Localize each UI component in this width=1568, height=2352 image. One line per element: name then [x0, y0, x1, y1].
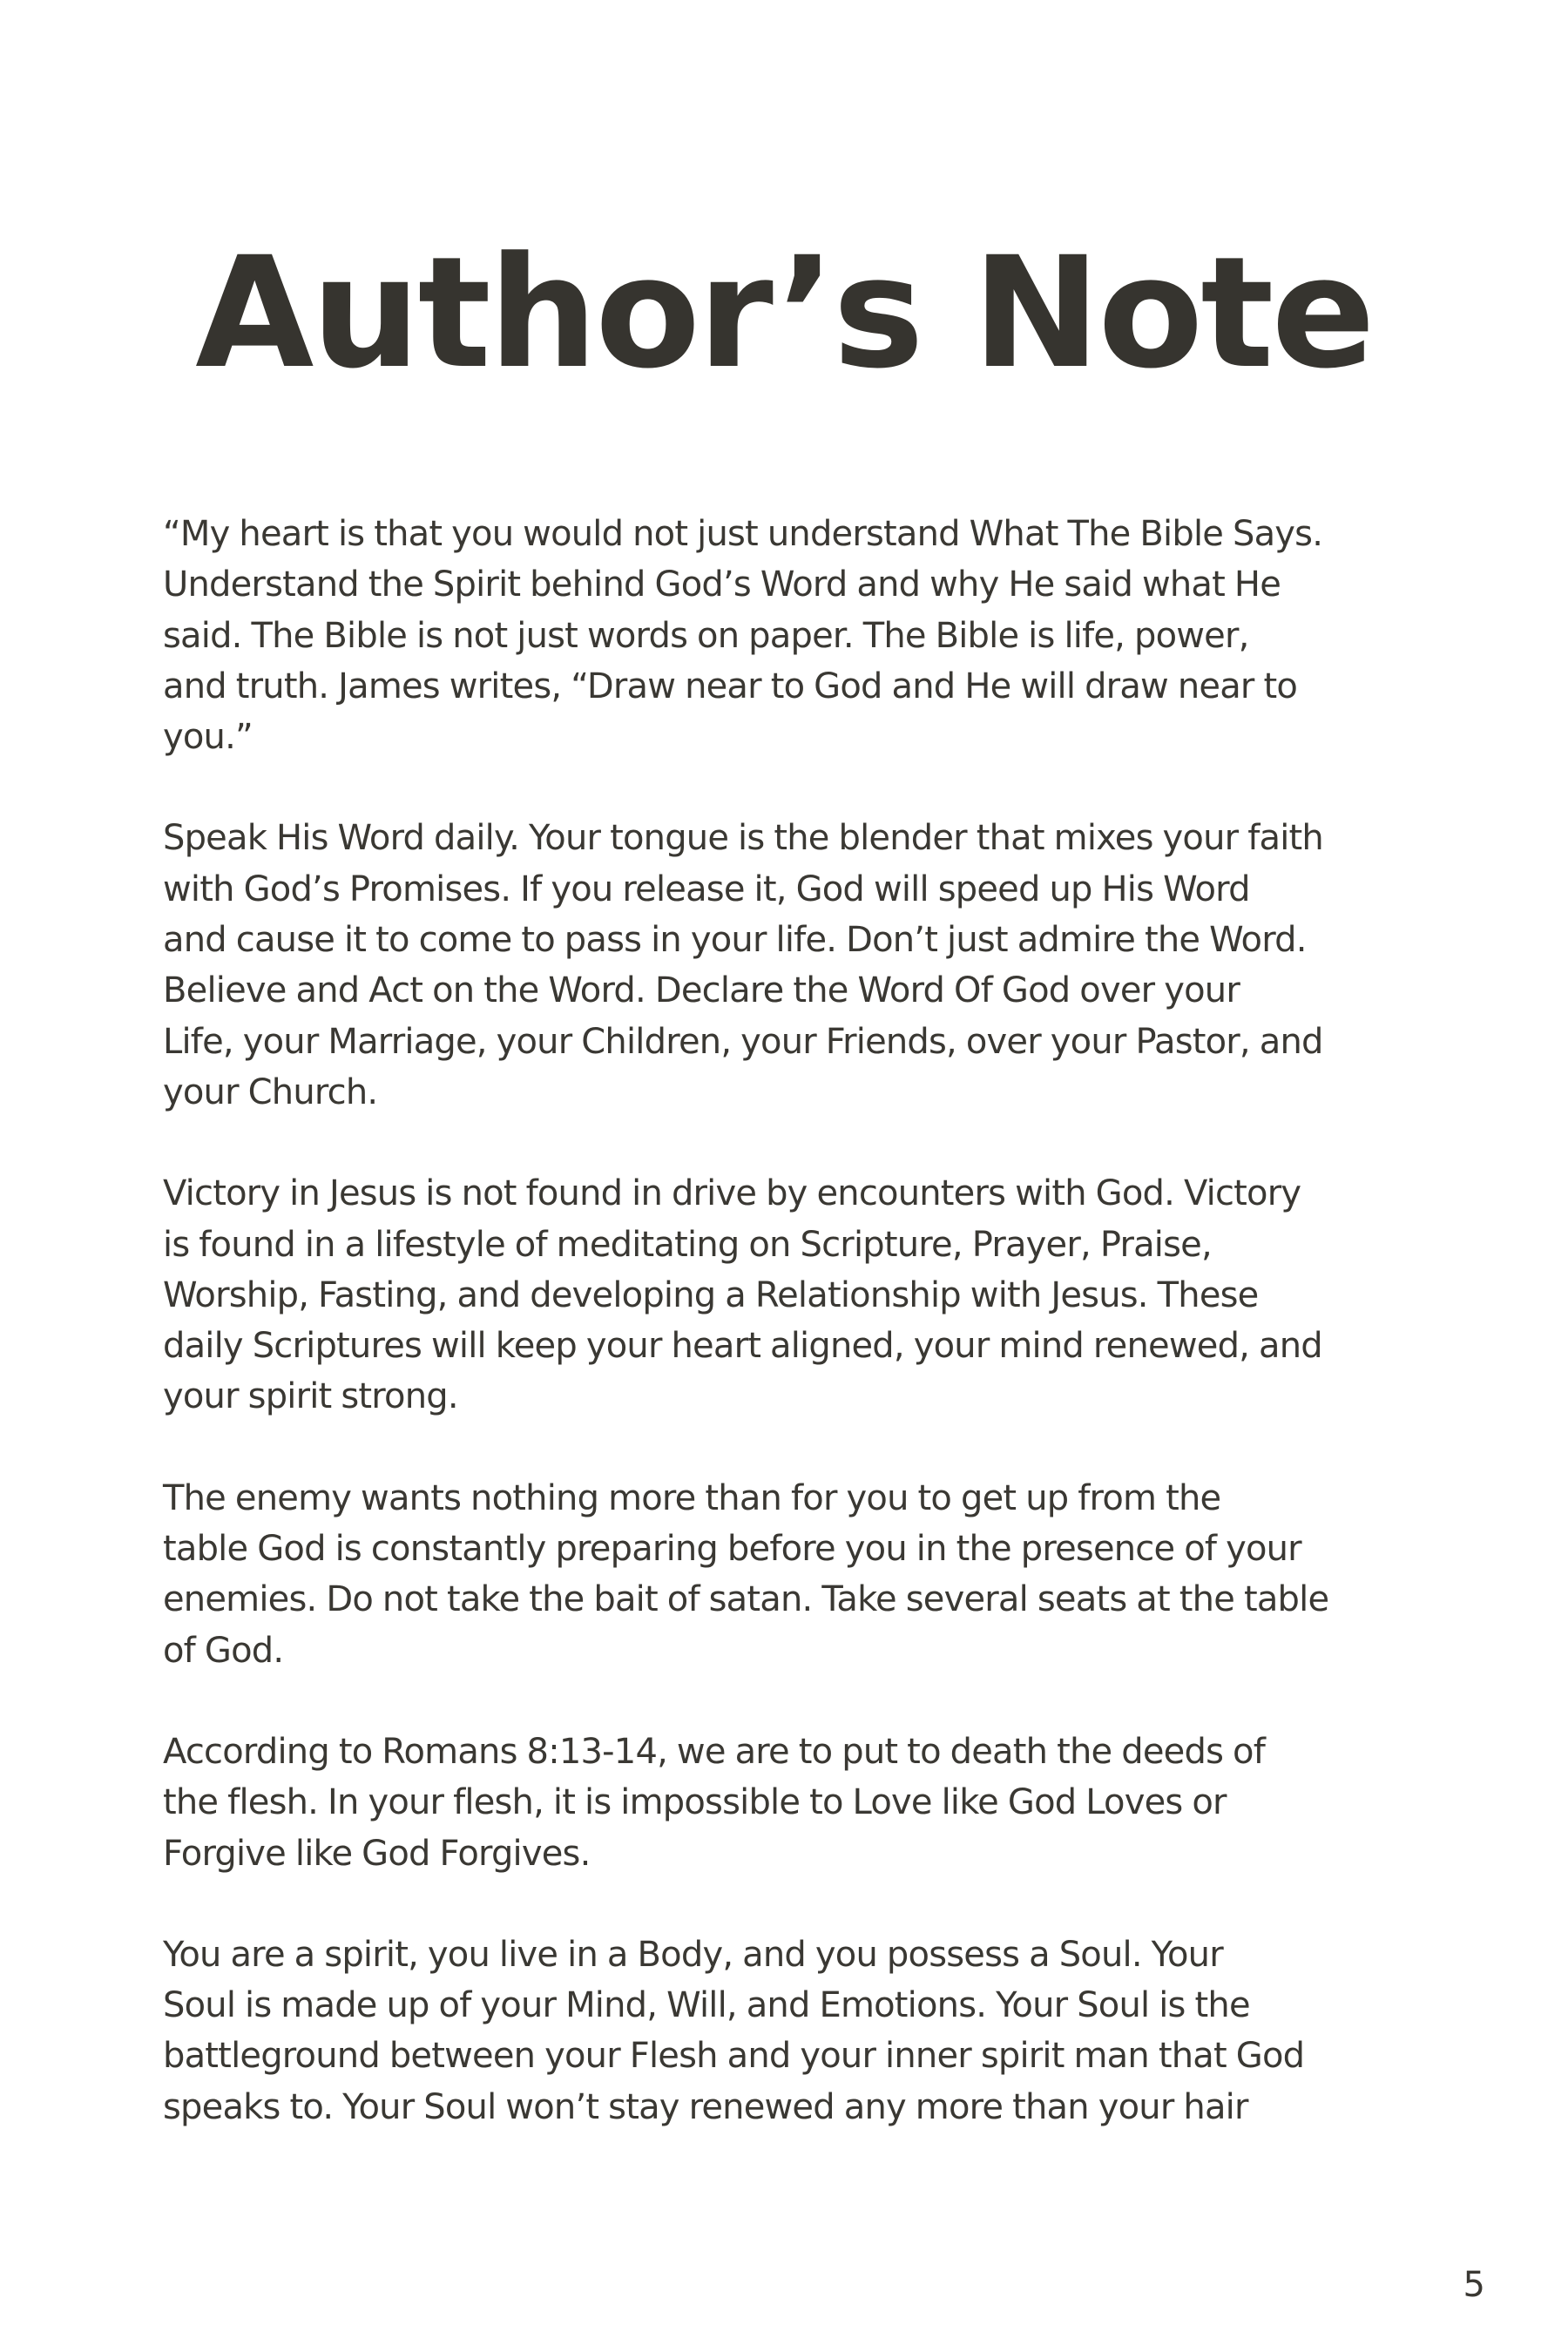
- page-title: Author’s Note: [195, 224, 1373, 402]
- page-number: 5: [1463, 2265, 1485, 2305]
- text-line: You are a spirit, you live in a Body, and you possess a Soul. Your: [163, 1934, 1223, 1975]
- text-line: said. The Bible is not just words on paper. The Bible is life, power,: [163, 615, 1249, 656]
- text-line: Worship, Fasting, and developing a Relationship with Jesus. These: [163, 1274, 1259, 1315]
- text-line: battleground between your Flesh and your inner spirit man that God: [163, 2036, 1305, 2077]
- text-line: Life, your Marriage, your Children, your Friends, over your Pastor, and: [163, 1021, 1323, 1062]
- paragraph-6: [163, 1930, 1435, 2132]
- text-line: and cause it to come to pass in your life. Don’t just admire the Word.: [163, 920, 1307, 961]
- paragraph-5: [163, 1727, 1435, 1879]
- text-line: is found in a lifestyle of meditating on Scripture, Prayer, Praise,: [163, 1224, 1212, 1265]
- text-line: Victory in Jesus is not found in drive by encounters with God. Victory: [163, 1173, 1301, 1214]
- text-line: “My heart is that you would not just understand What The Bible Says.: [163, 514, 1323, 554]
- text-line: and truth. James writes, “Draw near to God and He will draw near to: [163, 666, 1298, 706]
- text-line: you.”: [163, 717, 253, 758]
- text-line: Soul is made up of your Mind, Will, and Emotions. Your Soul is the: [163, 1985, 1250, 2026]
- text-line: According to Romans 8:13-14, we are to put to death the deeds of: [163, 1731, 1265, 1772]
- text-line: Believe and Act on the Word. Declare the Word Of God over your: [163, 970, 1240, 1011]
- text-line: Speak His Word daily. Your tongue is the blender that mixes your faith: [163, 818, 1323, 859]
- text-line: the flesh. In your flesh, it is impossible to Love like God Loves or: [163, 1782, 1227, 1823]
- text-line: with God’s Promises. If you release it, God will speed up His Word: [163, 868, 1250, 909]
- paragraph-1: [163, 509, 1435, 762]
- text-line: daily Scriptures will keep your heart aligned, your mind renewed, and: [163, 1326, 1322, 1367]
- text-line: speaks to. Your Soul won’t stay renewed any more than your hair: [163, 2086, 1248, 2127]
- paragraph-2: [163, 813, 1435, 1118]
- text-line: Forgive like God Forgives.: [163, 1833, 591, 1874]
- text-line: enemies. Do not take the bait of satan. Take several seats at the table: [163, 1579, 1329, 1620]
- text-line: Understand the Spirit behind God’s Word and why He said what He: [163, 564, 1281, 605]
- text-line: table God is constantly preparing before you in the presence of your: [163, 1529, 1301, 1570]
- text-line: your Church.: [163, 1071, 378, 1112]
- text-line: of God.: [163, 1630, 284, 1671]
- paragraph-4: [163, 1473, 1435, 1676]
- body-text: [163, 509, 1435, 2183]
- text-line: your spirit strong.: [163, 1376, 458, 1417]
- text-line: The enemy wants nothing more than for you to get up from the: [163, 1477, 1221, 1518]
- paragraph-3: [163, 1168, 1435, 1422]
